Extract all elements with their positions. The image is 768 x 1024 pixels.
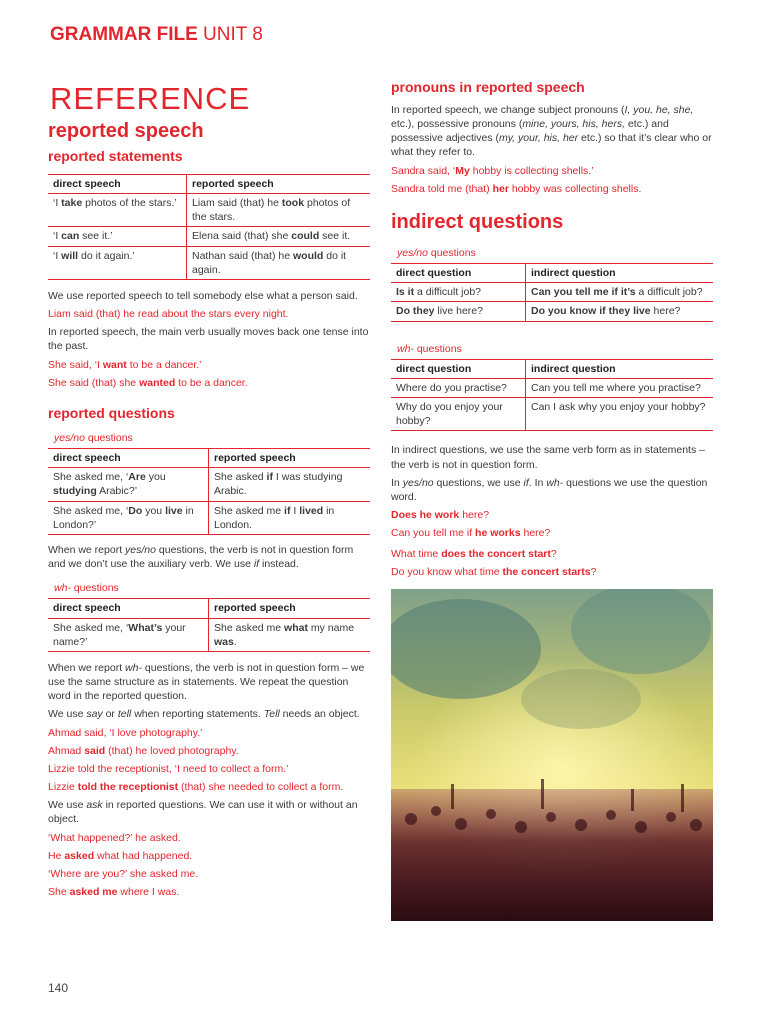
table-cell: She asked me, ‘Do you live in London?’ <box>48 501 209 534</box>
col-header: reported speech <box>187 174 371 193</box>
col-header: direct speech <box>48 174 187 193</box>
say-tell-ask-notes <box>48 661 370 899</box>
table-cell: Where do you practise? <box>391 378 526 397</box>
header-unit: UNIT 8 <box>203 24 263 45</box>
example: ‘What happened?’ he asked. <box>48 831 181 844</box>
table-cell: Can I ask why you enjoy your hobby? <box>526 398 714 431</box>
table-row <box>391 283 713 302</box>
paragraph: In yes/no questions, we use if. In wh- questions we use the question word. <box>391 476 708 503</box>
table-cell: Nathan said (that) he would do it again. <box>187 246 371 279</box>
pronouns-title: pronouns in reported speech <box>391 79 585 95</box>
yesno-subtitle: yes/no questions <box>397 246 476 259</box>
wh-subtitle: wh- questions <box>54 582 119 595</box>
example: Sandra said, ‘My hobby is collecting shells.’ <box>391 164 594 177</box>
reported-questions-title: reported questions <box>48 404 175 421</box>
table-row <box>48 246 370 279</box>
table-header-row <box>391 359 713 378</box>
table-header-row <box>391 264 713 283</box>
paragraph: In indirect questions, we use the same verb form as in statements – the verb is not in question form. <box>391 444 705 471</box>
table-row <box>391 398 713 431</box>
reported-speech-title: reported speech <box>48 120 204 142</box>
col-header: reported speech <box>209 449 371 468</box>
page-title: REFERENCE <box>50 81 251 116</box>
indirect-notes <box>391 443 713 578</box>
paragraph: We use ask in reported questions. We can use it with or without an object. <box>48 799 358 826</box>
table-cell: ‘I can see it.’ <box>48 227 187 246</box>
example: She asked me where I was. <box>48 886 180 899</box>
table-cell: Can you tell me where you practise? <box>526 378 714 397</box>
example: What time does the concert start? <box>391 547 557 560</box>
table-row <box>391 302 713 321</box>
left-column <box>48 121 370 903</box>
col-header: direct question <box>391 264 526 283</box>
table-row <box>48 618 370 651</box>
table-row <box>48 227 370 246</box>
example: She said, ‘I want to be a dancer.’ <box>48 358 202 371</box>
table-cell: ‘I take photos of the stars.’ <box>48 194 187 227</box>
example: Do you know what time the concert starts? <box>391 565 597 578</box>
paragraph: In reported speech, the main verb usually moves back one tense into the past. <box>48 326 369 353</box>
table-cell: ‘I will do it again.’ <box>48 246 187 279</box>
col-header: indirect question <box>526 264 714 283</box>
table-cell: She asked me, ‘What’s your name?’ <box>48 618 209 651</box>
table-header-row <box>48 599 370 618</box>
paragraph: When we report yes/no questions, the verb is not in question form and we don’t use the auxiliary verb. We use if instead. <box>48 543 354 571</box>
table-cell: Can you tell me if it’s a difficult job? <box>526 283 714 302</box>
example: Sandra told me (that) her hobby was collecting shells. <box>391 182 642 195</box>
indirect-questions-title: indirect questions <box>391 210 564 233</box>
table-cell: Why do you enjoy your hobby? <box>391 398 526 431</box>
example: Does he work here? <box>391 509 490 522</box>
yesno-subtitle: yes/no questions <box>54 431 133 444</box>
example: She said (that) she wanted to be a dancer. <box>48 376 248 389</box>
col-header: direct speech <box>48 599 209 618</box>
table-cell: She asked if I was studying Arabic. <box>209 468 371 501</box>
paragraph: In reported speech, we change subject pronouns (I, you, he, she, etc.), possessive pronouns (mine, yours, his, hers, etc.) and possessive adjectives (my, your, his, her etc.) so that it’s clear who or what they refer to. <box>391 103 712 159</box>
table-cell: Is it a difficult job? <box>391 283 526 302</box>
table-row <box>391 378 713 397</box>
page-number: 140 <box>48 981 69 995</box>
reported-statements-title: reported statements <box>48 148 183 164</box>
col-header: indirect question <box>526 359 714 378</box>
statements-notes <box>48 289 370 390</box>
table-row <box>48 468 370 501</box>
paragraph: We use say or tell when reporting statements. Tell needs an object. <box>48 708 360 721</box>
example: ‘Where are you?’ she asked me. <box>48 867 199 880</box>
table-header-row <box>48 174 370 193</box>
yesno-indirect-table <box>391 263 713 322</box>
example: Can you tell me if he works here? <box>391 527 551 540</box>
table-cell: Elena said (that) she could see it. <box>187 227 371 246</box>
col-header: reported speech <box>209 599 371 618</box>
example: Lizzie told the receptionist, ‘I need to collect a form.’ <box>48 762 289 775</box>
wh-reported-table <box>48 598 370 652</box>
right-column <box>391 78 713 583</box>
example: Lizzie told the receptionist (that) she needed to collect a form. <box>48 781 344 794</box>
example: He asked what had happened. <box>48 849 193 862</box>
table-row <box>48 501 370 534</box>
example: Ahmad said, ‘I love photography.’ <box>48 726 203 739</box>
concert-crowd-photo <box>391 589 713 921</box>
col-header: direct speech <box>48 449 209 468</box>
paragraph: We use reported speech to tell somebody else what a person said. <box>48 289 358 302</box>
wh-subtitle: wh- questions <box>397 342 462 355</box>
table-cell: She asked me, ‘Are you studying Arabic?’ <box>48 468 209 501</box>
table-cell: Do they live here? <box>391 302 526 321</box>
example: Liam said (that) he read about the stars every night. <box>48 308 289 321</box>
paragraph: When we report wh- questions, the verb is not in question form – we use the same structure as in statements. We repeat the question word in the reported question. <box>48 661 365 703</box>
statements-table <box>48 174 370 280</box>
table-cell: She asked me if I lived in London. <box>209 501 371 534</box>
wh-indirect-table <box>391 359 713 432</box>
yesno-reported-table <box>48 448 370 535</box>
table-cell: Liam said (that) he took photos of the stars. <box>187 194 371 227</box>
col-header: direct question <box>391 359 526 378</box>
page-header <box>50 22 263 48</box>
header-title: GRAMMAR FILE <box>50 24 198 45</box>
concert-crowd-image <box>391 589 713 921</box>
table-header-row <box>48 449 370 468</box>
table-row <box>48 194 370 227</box>
table-cell: Do you know if they live here? <box>526 302 714 321</box>
example: Ahmad said (that) he loved photography. <box>48 744 239 757</box>
table-cell: She asked me what my name was. <box>209 618 371 651</box>
